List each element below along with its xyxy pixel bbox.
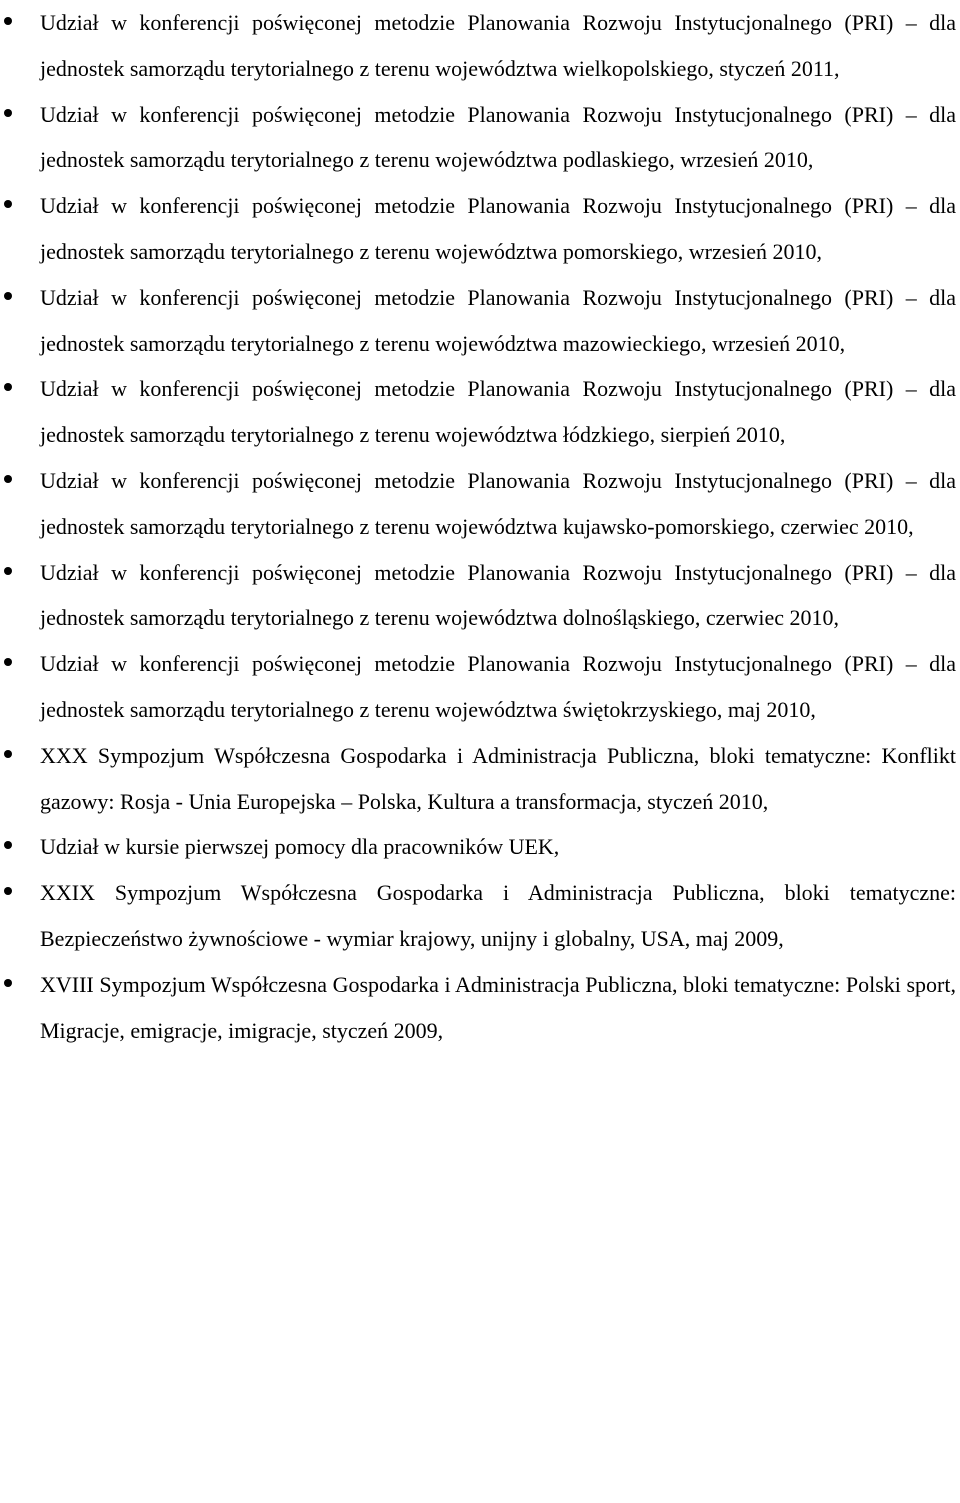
bullet-icon — [4, 475, 12, 483]
list-item — [0, 824, 956, 870]
list-item — [0, 183, 956, 275]
bullet-icon — [4, 17, 12, 25]
bullet-icon — [4, 887, 12, 895]
list-item — [0, 733, 956, 825]
list-item-text: Udział w konferencji poświęconej metodzie Planowania Rozwoju Instytucjonalnego (PRI) – dla jednostek samorządu terytorialnego z terenu województwa pomorskiego, wrzesień 2010, — [40, 193, 956, 264]
list-item-text: Udział w kursie pierwszej pomocy dla pracowników UEK, — [40, 834, 560, 860]
bullet-icon — [4, 200, 12, 208]
list-item — [0, 92, 956, 184]
list-item — [0, 275, 956, 367]
bullet-icon — [4, 292, 12, 300]
list-item-text: Udział w konferencji poświęconej metodzie Planowania Rozwoju Instytucjonalnego (PRI) – dla jednostek samorządu terytorialnego z terenu województwa podlaskiego, wrzesień 2010, — [40, 101, 956, 173]
bullet-icon — [4, 750, 12, 758]
list-item-text: Udział w konferencji poświęconej metodzie Planowania Rozwoju Instytucjonalnego (PRI) – dla jednostek samorządu terytorialnego z terenu województwa świętokrzyskiego, maj 2010, — [40, 651, 956, 722]
list-item-text: Udział w konferencji poświęconej metodzie Planowania Rozwoju Instytucjonalnego (PRI) – dla jednostek samorządu terytorialnego z terenu województwa kujawsko-pomorskiego, czerwiec 2010, — [40, 467, 956, 539]
list-item-text: Udział w konferencji poświęconej metodzie Planowania Rozwoju Instytucjonalnego (PRI) – dla jednostek samorządu terytorialnego z terenu województwa łódzkiego, sierpień 2010, — [40, 376, 956, 448]
bullet-icon — [4, 841, 12, 849]
bullet-icon — [4, 383, 12, 391]
list-item-text: XVIII Sympozjum Współczesna Gospodarka i Administracja Publiczna, bloki tematyczne: Polski sport, Migracje, emigracje, imigracje, styczeń 2009, — [40, 971, 956, 1043]
list-item — [0, 458, 956, 550]
list-item-text: Udział w konferencji poświęconej metodzie Planowania Rozwoju Instytucjonalnego (PRI) – dla jednostek samorządu terytorialnego z terenu województwa wielkopolskiego, styczeń 2011, — [40, 10, 956, 81]
list-item-text: Udział w konferencji poświęconej metodzie Planowania Rozwoju Instytucjonalnego (PRI) – dla jednostek samorządu terytorialnego z terenu województwa mazowieckiego, wrzesień 2010, — [40, 284, 956, 356]
list-item-text: XXX Sympozjum Współczesna Gospodarka i Administracja Publiczna, bloki tematyczne: Konflikt gazowy: Rosja - Unia Europejska – Polska, Kultura a transformacja, styczeń 2010, — [40, 742, 956, 814]
list-item — [0, 0, 956, 92]
list-item — [0, 962, 956, 1054]
bullet-icon — [4, 979, 12, 987]
list-item — [0, 550, 956, 642]
bullet-icon — [4, 109, 12, 117]
bullet-icon — [4, 567, 12, 575]
list-item — [0, 870, 956, 962]
list-item — [0, 641, 956, 733]
list-item — [0, 366, 956, 458]
list-item-text: Udział w konferencji poświęconej metodzie Planowania Rozwoju Instytucjonalnego (PRI) – dla jednostek samorządu terytorialnego z terenu województwa dolnośląskiego, czerwiec 2010, — [40, 559, 956, 631]
list-item-text: XXIX Sympozjum Współczesna Gospodarka i Administracja Publiczna, bloki tematyczne: Bezpieczeństwo żywnościowe - wymiar krajowy, unijny i globalny, USA, maj 2009, — [40, 880, 956, 951]
bullet-icon — [4, 658, 12, 666]
